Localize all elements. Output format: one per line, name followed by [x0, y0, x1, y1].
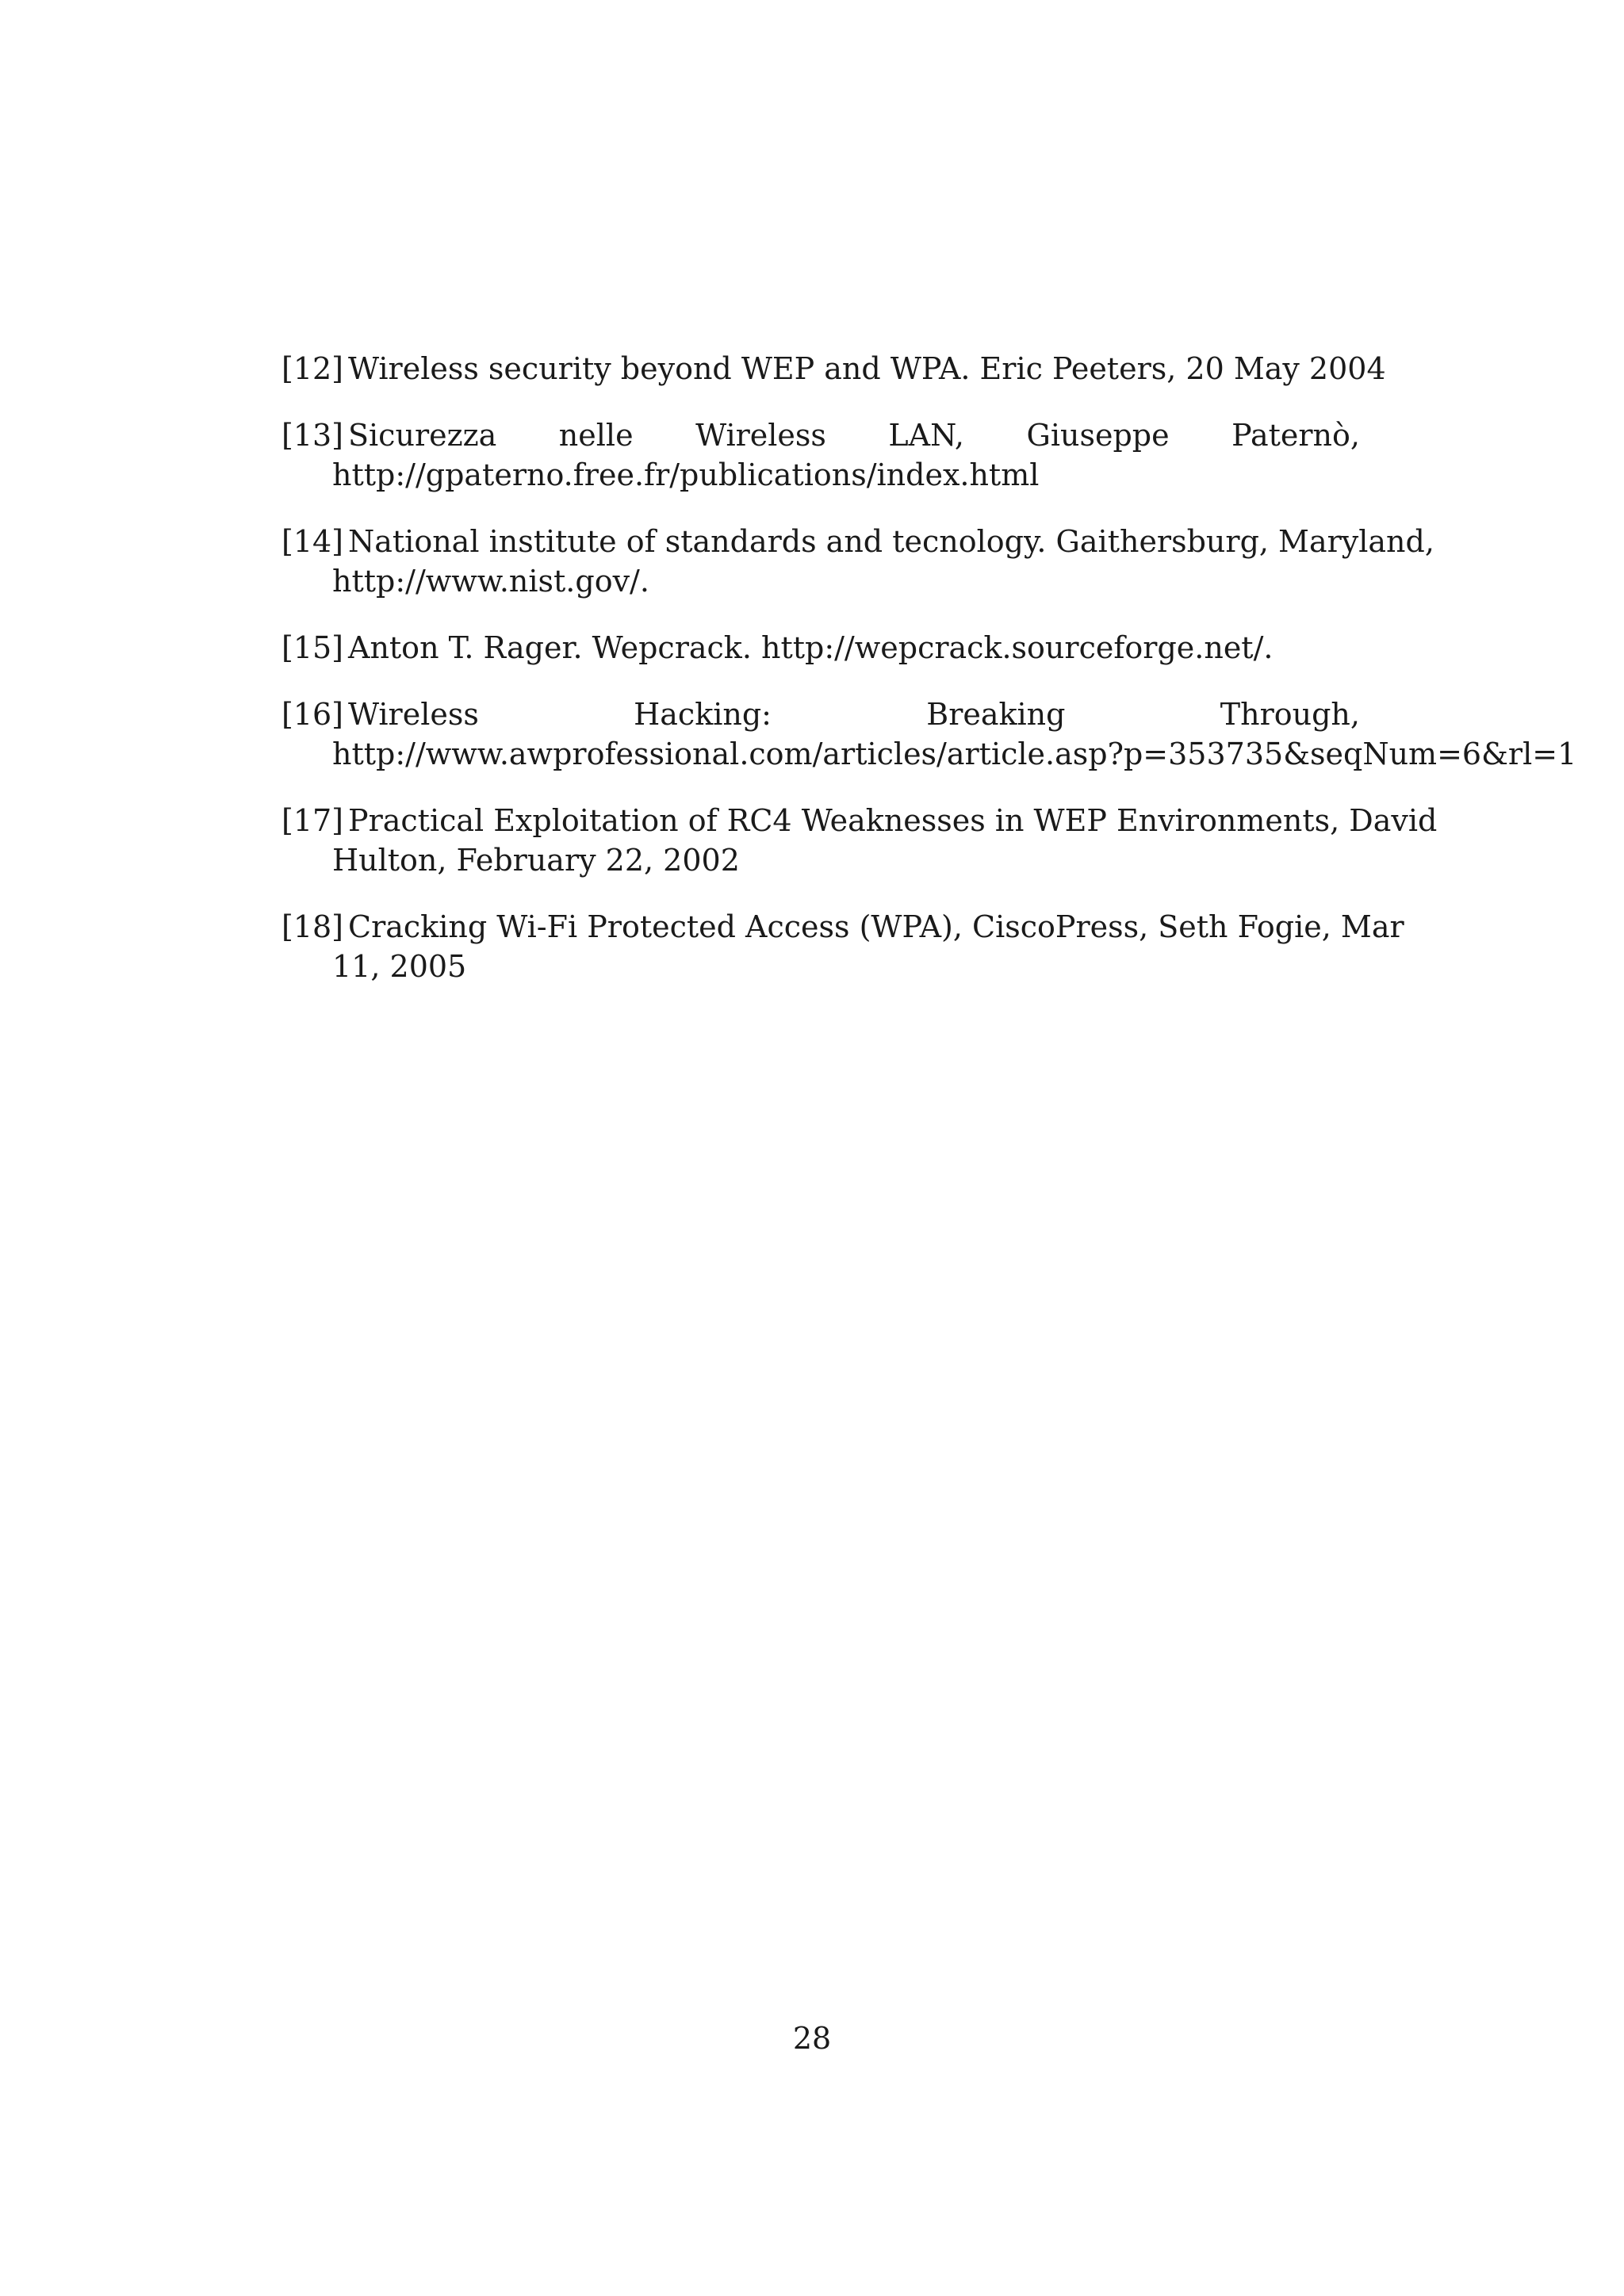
- reference-word: Through,: [1220, 697, 1360, 732]
- reference-text-continued: Hulton, February 22, 2002: [332, 843, 740, 878]
- reference-16: [282, 695, 1577, 774]
- page-number: 28: [792, 2021, 832, 2056]
- reference-18: [282, 907, 1404, 986]
- bibliography-list: [282, 349, 1577, 1013]
- reference-word: Wireless: [348, 697, 479, 732]
- reference-number: [15]: [282, 630, 344, 665]
- reference-text: Anton T. Rager. Wepcrack. http://wepcrack.sourceforge.net/.: [348, 630, 1274, 665]
- reference-url: http://gpaterno.free.fr/publications/index.html: [332, 457, 1040, 492]
- reference-word: nelle: [558, 418, 634, 453]
- reference-word: LAN,: [888, 418, 964, 453]
- reference-15: [282, 628, 1360, 668]
- reference-text: [348, 415, 1360, 455]
- reference-number: [14]: [282, 524, 344, 559]
- reference-number: [13]: [282, 418, 344, 453]
- reference-text: National institute of standards and tecnology. Gaithersburg, Maryland,: [348, 524, 1434, 559]
- reference-url: http://www.nist.gov/.: [332, 564, 649, 599]
- reference-text: Wireless security beyond WEP and WPA. Eric Peeters, 20 May 2004: [348, 351, 1386, 386]
- reference-number: [18]: [282, 909, 344, 944]
- reference-url: http://www.awprofessional.com/articles/article.asp?p=353735&seqNum=6&rl=1: [332, 737, 1577, 771]
- reference-number: [12]: [282, 351, 344, 386]
- reference-number: [17]: [282, 803, 344, 838]
- reference-14: [282, 522, 1434, 601]
- reference-text: Practical Exploitation of RC4 Weaknesses in WEP Environments, David: [348, 803, 1438, 838]
- reference-17: [282, 801, 1438, 880]
- reference-word: Sicurezza: [348, 418, 497, 453]
- reference-12: [282, 349, 1386, 388]
- reference-13: [282, 415, 1360, 495]
- reference-word: Hacking:: [634, 697, 772, 732]
- reference-word: Wireless: [695, 418, 826, 453]
- reference-text-continued: 11, 2005: [332, 949, 467, 984]
- reference-word: Giuseppe: [1026, 418, 1170, 453]
- reference-number: [16]: [282, 697, 344, 732]
- reference-word: Paternò,: [1231, 418, 1360, 453]
- reference-word: Breaking: [926, 697, 1066, 732]
- reference-text: [348, 695, 1360, 734]
- reference-text: Cracking Wi-Fi Protected Access (WPA), CiscoPress, Seth Fogie, Mar: [348, 909, 1404, 944]
